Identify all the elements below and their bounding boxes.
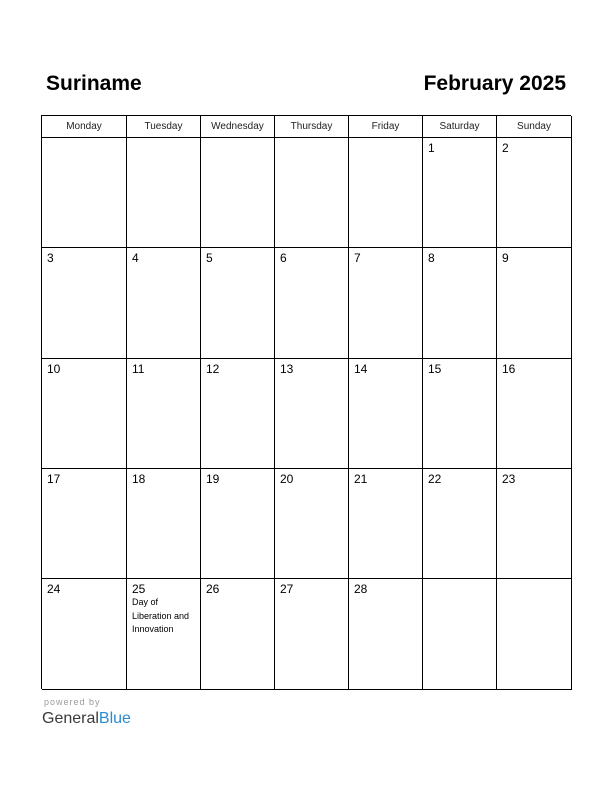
day-number: 26 — [206, 582, 220, 596]
day-cell — [42, 359, 127, 469]
day-cell — [42, 579, 127, 690]
brand-general-text: General — [42, 710, 99, 727]
day-number: 22 — [428, 472, 442, 486]
day-cell — [201, 248, 275, 359]
day-number: 16 — [502, 362, 516, 376]
day-cell — [423, 469, 497, 579]
day-number: 9 — [502, 251, 509, 265]
day-cell — [201, 579, 275, 690]
day-number: 24 — [47, 582, 61, 596]
weekday-header-wednesday: Wednesday — [201, 116, 275, 138]
brand-blue-text: Blue — [98, 710, 131, 727]
day-number: 28 — [354, 582, 368, 596]
day-cell — [497, 469, 572, 579]
day-number: 20 — [280, 472, 294, 486]
day-cell — [275, 579, 349, 690]
day-cell — [127, 359, 201, 469]
calendar-grid — [41, 115, 571, 689]
day-number: 23 — [502, 472, 516, 486]
day-cell — [497, 248, 572, 359]
day-cell — [423, 579, 497, 690]
day-number: 7 — [354, 251, 361, 265]
holiday-label: Day of Liberation and Innovation — [132, 597, 190, 634]
day-cell — [497, 579, 572, 690]
footer-branding — [42, 697, 131, 729]
day-number: 27 — [280, 582, 294, 596]
month-title: February 2025 — [423, 72, 566, 95]
day-number: 15 — [428, 362, 442, 376]
day-cell — [497, 138, 572, 248]
day-number: 19 — [206, 472, 220, 486]
day-number: 18 — [132, 472, 146, 486]
day-cell — [201, 359, 275, 469]
day-cell — [275, 469, 349, 579]
day-number: 12 — [206, 362, 220, 376]
day-cell — [349, 579, 423, 690]
day-number: 11 — [132, 362, 145, 376]
day-cell — [127, 469, 201, 579]
weekday-header-sunday: Sunday — [497, 116, 572, 138]
day-number: 6 — [280, 251, 287, 265]
day-cell — [423, 359, 497, 469]
day-cell — [423, 138, 497, 248]
day-cell — [42, 138, 127, 248]
weekday-header-tuesday: Tuesday — [127, 116, 201, 138]
country-title: Suriname — [46, 72, 142, 95]
day-number: 2 — [502, 141, 509, 155]
day-cell — [349, 138, 423, 248]
day-cell — [127, 138, 201, 248]
day-number: 21 — [354, 472, 368, 486]
day-number: 5 — [206, 251, 213, 265]
weekday-header-thursday: Thursday — [275, 116, 349, 138]
day-cell — [349, 359, 423, 469]
generalblue-logo-link[interactable] — [42, 709, 131, 729]
powered-by-label: powered by — [44, 697, 101, 707]
day-cell — [275, 248, 349, 359]
day-number: 25 — [132, 582, 146, 596]
day-number: 3 — [47, 251, 54, 265]
weekday-header-monday: Monday — [42, 116, 127, 138]
day-cell — [275, 138, 349, 248]
day-cell — [275, 359, 349, 469]
weekday-header-saturday: Saturday — [423, 116, 497, 138]
day-cell — [201, 469, 275, 579]
weekday-header-friday: Friday — [349, 116, 423, 138]
day-cell — [127, 579, 201, 690]
day-number: 1 — [428, 141, 435, 155]
day-cell — [201, 138, 275, 248]
day-cell — [349, 248, 423, 359]
day-number: 4 — [132, 251, 139, 265]
day-cell — [423, 248, 497, 359]
day-cell — [497, 359, 572, 469]
day-number: 13 — [280, 362, 294, 376]
day-cell — [127, 248, 201, 359]
day-number: 8 — [428, 251, 435, 265]
day-number: 14 — [354, 362, 368, 376]
day-cell — [349, 469, 423, 579]
day-number: 17 — [47, 472, 61, 486]
day-cell — [42, 248, 127, 359]
day-cell — [42, 469, 127, 579]
day-number: 10 — [47, 362, 61, 376]
